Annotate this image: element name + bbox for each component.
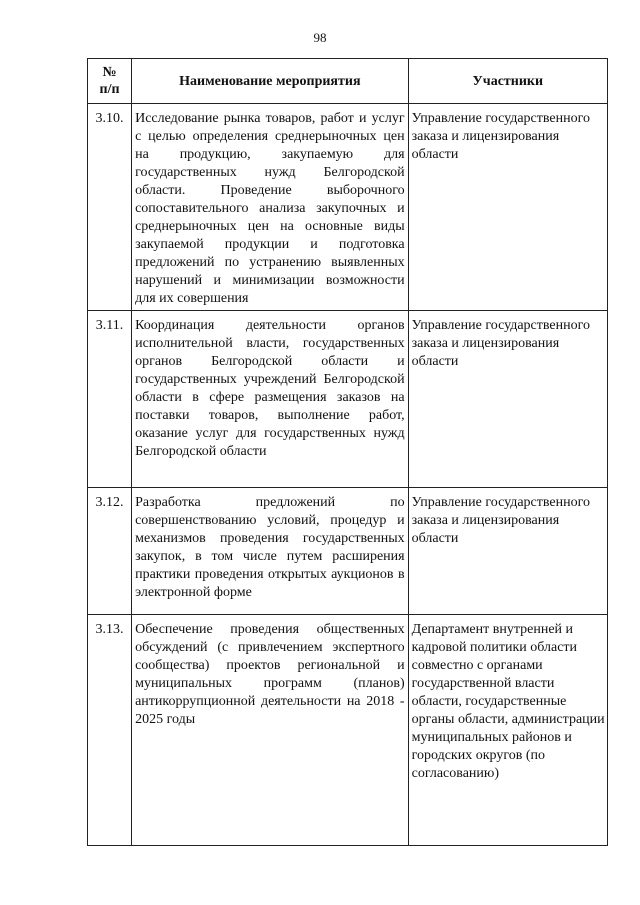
participants: Управление государственного заказа и лицензирования области	[408, 311, 607, 488]
row-number: 3.10.	[88, 104, 132, 311]
table-header-row	[88, 59, 608, 104]
table-row	[88, 488, 608, 615]
event-name: Координация деятельности органов исполнительной власти, государственных органов Белгородской области и государственных учреждений Белгородской области в сфере размещения заказов на поставки товаров, выполнение работ, оказание услуг для государственных нужд Белгородской области	[132, 311, 409, 488]
header-event-name: Наименование мероприятия	[132, 59, 409, 104]
row-number: 3.12.	[88, 488, 132, 615]
row-number: 3.13.	[88, 615, 132, 846]
table-row	[88, 104, 608, 311]
participants: Департамент внутренней и кадровой политики области совместно с органами государственной власти области, государственные органы области, администрации муниципальных районов и городских округов (по согласованию)	[408, 615, 607, 846]
event-name: Разработка предложений по совершенствованию условий, процедур и механизмов проведения государственных закупок, в том числе путем расширения практики проведения открытых аукционов в электронной форме	[132, 488, 409, 615]
event-name: Обеспечение проведения общественных обсуждений (с привлечением экспертного сообщества) проектов региональной и муниципальных программ (планов) антикоррупционной деятельности на 2018 - 2025 годы	[132, 615, 409, 846]
table-row	[88, 311, 608, 488]
participants: Управление государственного заказа и лицензирования области	[408, 104, 607, 311]
row-number: 3.11.	[88, 311, 132, 488]
page-number: 98	[313, 30, 327, 45]
participants: Управление государственного заказа и лицензирования области	[408, 488, 607, 615]
event-name: Исследование рынка товаров, работ и услуг с целью определения среднерыночных цен на продукцию, закупаемую для государственных нужд Белгородской области. Проведение выборочного сопоставительного анализа закупочных и среднерыночных цен на основные виды закупаемой продукции и подготовка предложений по устранению выявленных нарушений и минимизации возможности для их совершения	[132, 104, 409, 311]
header-number: № п/п	[88, 59, 132, 104]
header-participants: Участники	[408, 59, 607, 104]
table-row	[88, 615, 608, 846]
events-table	[87, 58, 608, 846]
